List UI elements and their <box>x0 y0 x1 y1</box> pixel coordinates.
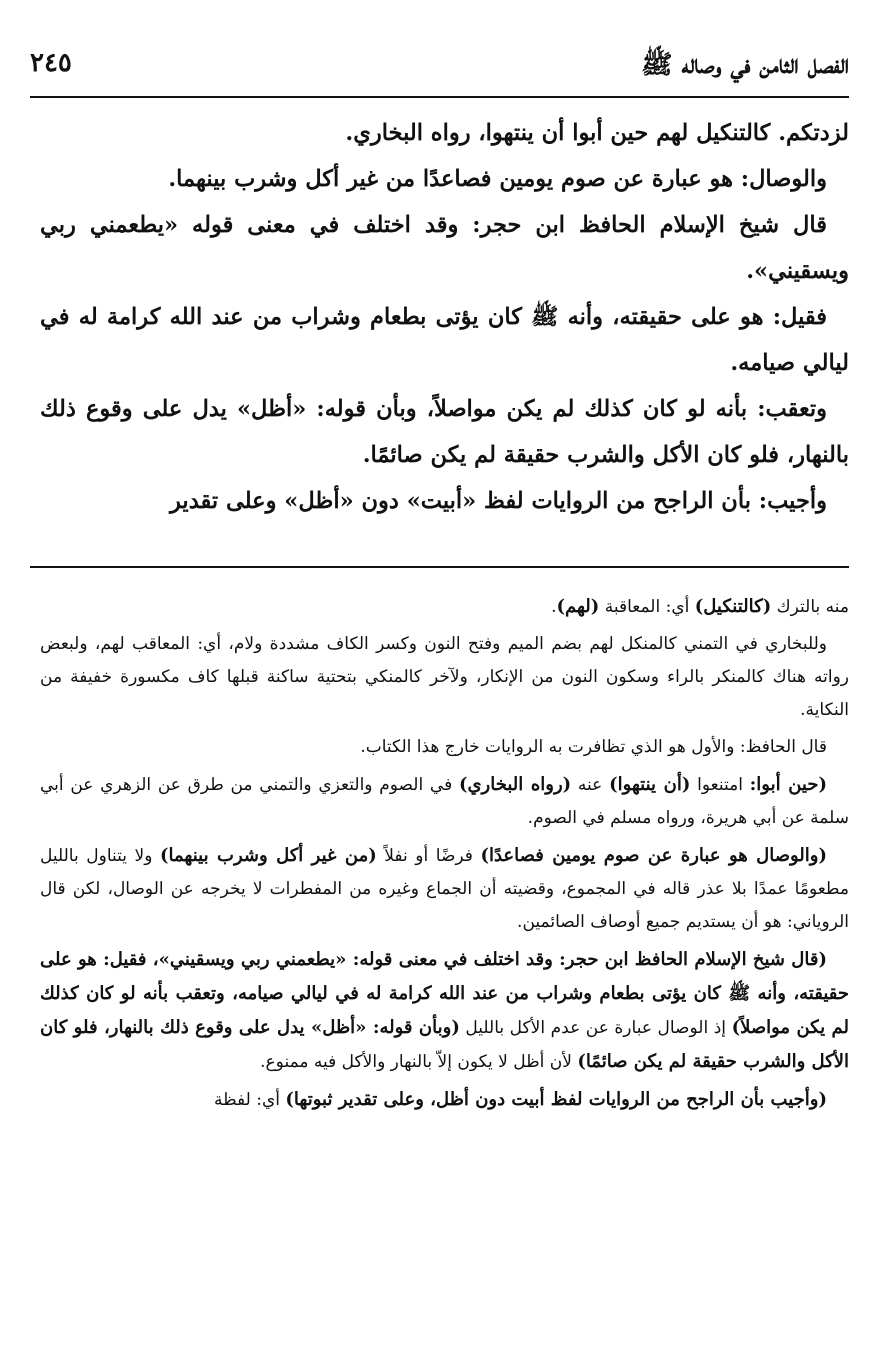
chapter-title: الفصل الثامن في وصاله ﷺ <box>641 50 849 80</box>
main-paragraph: لزدتكم. كالتنكيل لهم حين أبوا أن ينتهوا، رواه البخاري. <box>345 120 849 146</box>
main-paragraph: والوصال: هو عبارة عن صوم يومين فصاعدًا من غير أكل وشرب بينهما. <box>168 166 827 192</box>
commentary-span: ولا يتناول بالليل مطعومًا عمدًا بلا عذر قاله في المجموع، وقضيته أن الجماع وغيره من المفطرات لا يخرجه عن الوصال، لكن قال الروياني: هو أن يستديم جميع أوصاف الصائمين. <box>40 846 849 932</box>
commentary-paragraph <box>40 943 849 1079</box>
commentary-span: إذ الوصال عبارة عن عدم الأكل بالليل <box>459 1018 732 1038</box>
main-text <box>40 110 849 524</box>
quoted-text: (حين أبوا: <box>749 774 827 795</box>
commentary-paragraph: وللبخاري في التمني كالمنكل لهم بضم الميم وفتح النون وكسر الكاف مشددة ولام، أي: المعاقب لهم، ولبعض رواته هناك كالمنكر بالراء وسكون النون من الإنكار، ولآخر كالمنكي بتحتية ساكنة قبلها كاف مكسورة خفيفة من النكاية. <box>40 634 849 720</box>
quoted-text: (أن ينتهوا) <box>609 774 691 795</box>
commentary-paragraph <box>40 1083 849 1117</box>
commentary-paragraph <box>40 768 849 835</box>
commentary-divider <box>30 566 849 568</box>
main-paragraph: وأجيب: بأن الراجح من الروايات لفظ «أبيت» دون «أظل» وعلى تقدير <box>170 488 827 514</box>
commentary-paragraph <box>40 839 849 939</box>
quoted-text: (وبأن قوله: «أظل» يدل على وقوع ذلك بالنهار، فلو كان الأكل والشرب حقيقة لم يكن صائمًا) <box>40 1017 849 1072</box>
quoted-text: (قال شيخ الإسلام الحافظ ابن حجر: وقد اختلف في معنى قوله: «يطعمني ربي ويسقيني»، فقيل: هو على حقيقته، وأنه ﷺ كان يؤتى بطعام وشراب من عند الله كرامة له في ليالي صيامه، وتعقب بأنه لو كان كذلك لم يكن مواصلاً) <box>40 949 849 1038</box>
commentary-span: منه بالترك <box>771 597 849 617</box>
commentary-span: لأن أظل لا يكون إلاّ بالنهار والأكل فيه ممنوع. <box>260 1052 578 1072</box>
page-header <box>30 40 849 90</box>
header-divider <box>30 96 849 98</box>
main-paragraph: وتعقب: بأنه لو كان كذلك لم يكن مواصلاً، وبأن قوله: «أظل» يدل على وقوع ذلك بالنهار، فلو كان الأكل والشرب حقيقة لم يكن صائمًا. <box>40 396 849 468</box>
commentary-span: امتنعوا <box>690 775 750 795</box>
commentary-paragraph: قال الحافظ: والأول هو الذي تظافرت به الروايات خارج هذا الكتاب. <box>360 737 827 757</box>
page-number: ٢٤٥ <box>30 48 72 78</box>
commentary-paragraph <box>40 590 849 624</box>
commentary-span: فرضًا أو نفلاً <box>376 846 481 866</box>
commentary-span: في الصوم والتعزي والتمني من طرق عن الزهري عن أبي سلمة عن أبي هريرة، ورواه مسلم في الصوم. <box>40 775 849 828</box>
commentary-span: عنه <box>571 775 610 795</box>
commentary-span: أي: لفظة <box>214 1090 286 1110</box>
quoted-text: (من غير أكل وشرب بينهما) <box>160 845 377 866</box>
quoted-text: (لهم) <box>556 596 600 617</box>
quoted-text: (وأجيب بأن الراجح من الروايات لفظ أبيت دون أظل، وعلى تقدير ثبوتها) <box>285 1089 827 1110</box>
quoted-text: (كالتنكيل) <box>694 596 772 617</box>
quoted-text: (والوصال هو عبارة عن صوم يومين فصاعدًا) <box>480 845 828 866</box>
commentary-text <box>40 590 849 1121</box>
main-paragraph: قال شيخ الإسلام الحافظ ابن حجر: وقد اختلف في معنى قوله «يطعمني ربي ويسقيني». <box>40 212 849 284</box>
main-paragraph: فقيل: هو على حقيقته، وأنه ﷺ كان يؤتى بطعام وشراب من عند الله كرامة له في ليالي صيامه. <box>40 304 849 376</box>
commentary-span: أي: المعاقبة <box>599 597 695 617</box>
quoted-text: (رواه البخاري) <box>458 774 572 795</box>
commentary-span: . <box>551 597 557 617</box>
